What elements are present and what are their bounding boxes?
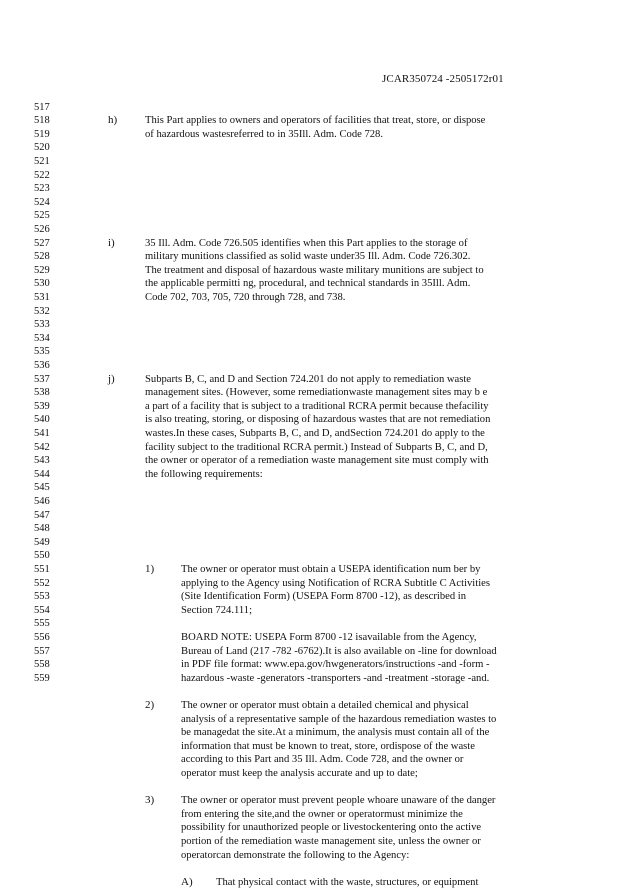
- line-number: 529: [34, 264, 50, 276]
- document-id-header: JCAR350724 -2505172r01: [382, 73, 504, 85]
- paragraph-label: 1): [145, 562, 155, 575]
- paragraph-label: 2): [145, 698, 155, 711]
- line-number: 530: [34, 278, 50, 290]
- line-number: 557: [34, 645, 50, 657]
- paragraph-label: 3): [145, 794, 155, 807]
- paragraph-label: j): [108, 372, 115, 385]
- line-number: 523: [34, 183, 50, 195]
- paragraph-text-line: possibility for unauthorized people or livestockentering onto the active: [181, 822, 482, 834]
- line-number: 527: [34, 237, 50, 249]
- paragraph-label: A): [181, 875, 193, 888]
- paragraph-text-line: be managedat the site.At a minimum, the analysis must contain all of the: [181, 727, 490, 739]
- line-number: 550: [34, 550, 50, 562]
- paragraph-text-line: wastes.In these cases, Subparts B, C, and D, andSection 724.201 do apply to the: [145, 427, 485, 439]
- paragraph-text-line: Bureau of Land (217 -782 -6762).It is also available on -line for download: [181, 645, 497, 657]
- paragraph-text-line: The treatment and disposal of hazardous waste military munitions are subject to: [145, 264, 484, 276]
- paragraph-text-line: The owner or operator must prevent people whoare unaware of the danger: [181, 795, 496, 807]
- paragraph-label: h): [108, 114, 118, 127]
- line-number: 520: [34, 142, 50, 154]
- paragraph-text-line: Section 724.111;: [181, 604, 253, 616]
- paragraph-text-line: Subparts B, C, and D and Section 724.201 do not apply to remediation waste: [145, 373, 472, 385]
- paragraph-text-line: applying to the Agency using Notification of RCRA Subtitle C Activities: [181, 577, 490, 589]
- line-number: 532: [34, 305, 50, 317]
- line-number: 535: [34, 346, 50, 358]
- line-number: 554: [34, 604, 50, 616]
- paragraph-text-line: portion of the remediation waste management site, unless the owner or: [181, 835, 481, 847]
- paragraph-text-line: This Part applies to owners and operators of facilities that treat, store, or dispose: [145, 115, 486, 127]
- line-number: 541: [34, 427, 50, 439]
- line-number: 533: [34, 319, 50, 331]
- paragraph-text-line: the owner or operator of a remediation waste management site must comply with: [145, 455, 489, 467]
- line-number: 537: [34, 373, 50, 385]
- paragraph-text-line: according to this Part and 35 Ill. Adm. Code 728, and the owner or: [181, 754, 464, 766]
- paragraph-text-line: (Site Identification Form) (USEPA Form 8700 -12), as described in: [181, 591, 467, 603]
- paragraph-text-line: analysis of a representative sample of the hazardous remediation wastes to: [181, 713, 497, 725]
- line-number: 524: [34, 196, 50, 208]
- line-number: 545: [34, 482, 50, 494]
- line-number: 549: [34, 536, 50, 548]
- paragraph-text-line: from entering the site,and the owner or operatormust minimize the: [181, 808, 463, 820]
- paragraph-text-line: in PDF file format: www.epa.gov/hwgenerators/instructions -and -form -: [181, 659, 490, 671]
- line-number: 522: [34, 169, 50, 181]
- line-number: 551: [34, 563, 50, 575]
- line-number: 540: [34, 414, 50, 426]
- paragraph-text-line: 35 Ill. Adm. Code 726.505 identifies when this Part applies to the storage of: [145, 237, 468, 249]
- line-number: 531: [34, 291, 50, 303]
- paragraph-label: i): [108, 236, 115, 249]
- paragraph-text-line: of hazardous wastesreferred to in 35Ill. Adm. Code 728.: [145, 128, 384, 140]
- paragraph-text-line: Code 702, 703, 705, 720 through 728, and 738.: [145, 291, 346, 303]
- line-number: 521: [34, 155, 50, 167]
- line-number: 558: [34, 659, 50, 671]
- paragraph-text-line: information that must be known to treat, store, ordispose of the waste: [181, 740, 475, 752]
- paragraph-text-line: hazardous -waste -generators -transporters -and -treatment -storage -and.: [181, 672, 490, 684]
- line-number: 526: [34, 223, 50, 235]
- paragraph-text-line: management sites. (However, some remediationwaste management sites may b e: [145, 387, 488, 399]
- line-number: 536: [34, 359, 50, 371]
- line-number: 546: [34, 495, 50, 507]
- line-number: 534: [34, 332, 50, 344]
- paragraph-text-line: the applicable permitti ng, procedural, and technical standards in 35Ill. Adm.: [145, 278, 471, 290]
- paragraph-text-line: The owner or operator must obtain a USEPA identification num ber by: [181, 563, 481, 575]
- line-number: 552: [34, 577, 50, 589]
- line-number: 553: [34, 591, 50, 603]
- line-number: 543: [34, 455, 50, 467]
- line-number: 555: [34, 618, 50, 630]
- paragraph-text-line: is also treating, storing, or disposing of hazardous wastes that are not remediation: [145, 414, 491, 426]
- paragraph-text-line: operator must keep the analysis accurate and up to date;: [181, 767, 418, 779]
- paragraph-text-line: a part of a facility that is subject to a traditional RCRA permit because thefacility: [145, 400, 489, 412]
- line-number: 517: [34, 101, 50, 113]
- line-number: 544: [34, 468, 50, 480]
- paragraph-text-line: That physical contact with the waste, structures, or equipment: [216, 876, 479, 888]
- paragraph-text-line: military munitions classified as solid waste under35 Ill. Adm. Code 726.302.: [145, 251, 471, 263]
- paragraph-text-line: the following requirements:: [145, 468, 263, 480]
- line-number: 539: [34, 400, 50, 412]
- line-number: 525: [34, 210, 50, 222]
- line-number: 559: [34, 672, 50, 684]
- paragraph-text-line: facility subject to the traditional RCRA permit.) Instead of Subparts B, C, and D,: [145, 441, 488, 453]
- line-number: 519: [34, 128, 50, 140]
- paragraph-text-line: The owner or operator must obtain a detailed chemical and physical: [181, 699, 469, 711]
- line-number: 548: [34, 523, 50, 535]
- line-number: 542: [34, 441, 50, 453]
- line-number: 538: [34, 387, 50, 399]
- line-number: 518: [34, 115, 50, 127]
- line-number: 528: [34, 251, 50, 263]
- paragraph-text-line: BOARD NOTE: USEPA Form 8700 -12 isavailable from the Agency,: [181, 631, 477, 643]
- paragraph-text-line: operatorcan demonstrate the following to the Agency:: [181, 849, 410, 861]
- line-number: 547: [34, 509, 50, 521]
- line-number: 556: [34, 631, 50, 643]
